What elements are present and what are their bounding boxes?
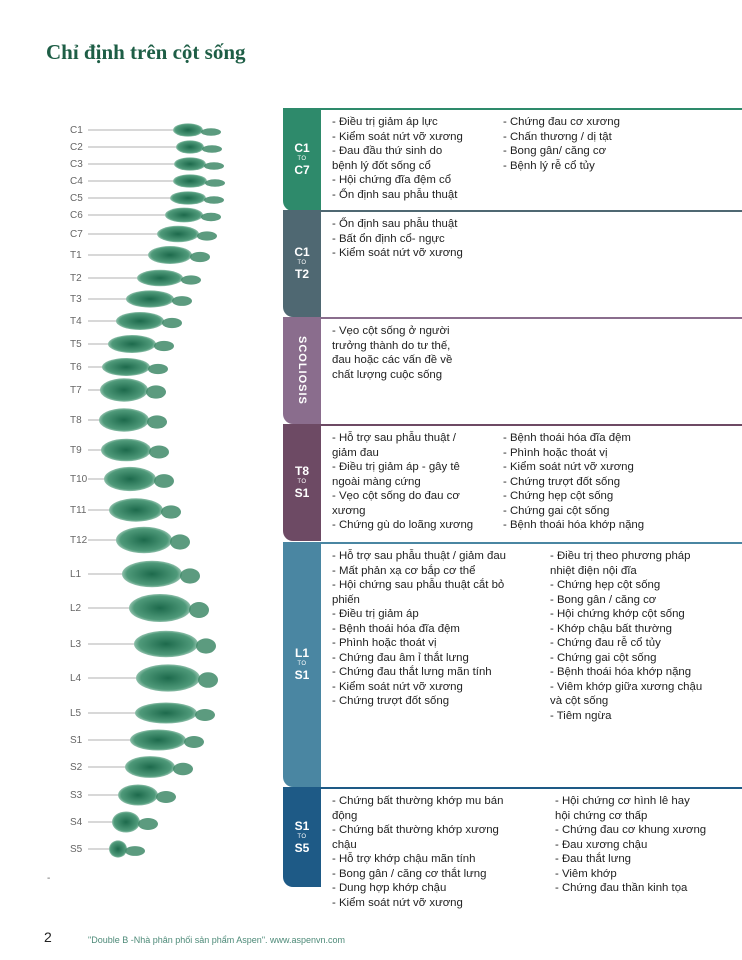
indication-item: nhiệt điện nội đĩa bbox=[550, 564, 637, 577]
indication-item: - Chứng trượt đốt sống bbox=[503, 475, 621, 488]
indication-item: - Chứng đau thần kinh tọa bbox=[555, 882, 688, 894]
vertebra-t12 bbox=[116, 527, 172, 554]
vertebra-label-c7: C7 bbox=[70, 229, 83, 240]
indication-item: phiến bbox=[332, 593, 360, 606]
spinous-process-t5 bbox=[154, 341, 174, 351]
vertebra-label-t10: T10 bbox=[70, 474, 88, 485]
vertebra-s5 bbox=[109, 840, 127, 857]
vertebra-label-l1: L1 bbox=[70, 569, 82, 580]
vertebra-t10 bbox=[104, 467, 156, 491]
section-scoliosis bbox=[283, 317, 742, 424]
indication-item: - Điều trị theo phương pháp bbox=[550, 550, 691, 562]
indication-item: - Chứng đau thắt lưng mãn tính bbox=[332, 666, 492, 678]
spinous-process-c6 bbox=[201, 213, 221, 221]
section-tab-s1-s5 bbox=[283, 787, 321, 887]
vertebra-label-t9: T9 bbox=[70, 445, 82, 456]
tab-range-start: C1 bbox=[294, 141, 310, 155]
indication-item: - Hội chứng khớp cột sống bbox=[550, 608, 685, 620]
spinous-process-l2 bbox=[189, 602, 209, 618]
tab-range-end: S1 bbox=[294, 486, 310, 500]
vertebra-l3 bbox=[134, 631, 198, 658]
vertebra-label-l4: L4 bbox=[70, 673, 82, 684]
vertebra-s4 bbox=[112, 811, 140, 832]
tab-range-start: L1 bbox=[294, 646, 309, 660]
spinous-process-t8 bbox=[147, 415, 167, 428]
section-divider bbox=[283, 210, 742, 212]
indication-item: - Ổn định sau phẫu thuật bbox=[332, 218, 458, 230]
vertebra-label-s2: S2 bbox=[70, 762, 83, 773]
section-tab-t8-s1 bbox=[283, 424, 321, 541]
vertebra-label-c1: C1 bbox=[70, 125, 83, 136]
spinous-process-s5 bbox=[125, 846, 145, 856]
spinous-process-s2 bbox=[173, 763, 193, 775]
spinous-process-t9 bbox=[149, 446, 169, 459]
section-divider bbox=[283, 108, 742, 110]
section-c1-t2 bbox=[283, 210, 742, 317]
vertebra-s2 bbox=[125, 756, 175, 778]
vertebra-c2 bbox=[176, 140, 204, 153]
indications-col-1 bbox=[332, 431, 473, 533]
indication-item: - Chứng đau cơ xương bbox=[503, 116, 620, 128]
tab-range-end: T2 bbox=[294, 267, 309, 281]
indication-item: và cột sống bbox=[550, 695, 609, 707]
page-title: Chỉ định trên cột sống bbox=[46, 40, 246, 64]
indication-item: - Chứng đau rễ cổ tủy bbox=[550, 637, 661, 649]
indication-item: - Đau thắt lưng bbox=[555, 853, 632, 865]
vertebra-label-s5: S5 bbox=[70, 844, 83, 855]
indication-item: ngoài màng cứng bbox=[332, 475, 421, 488]
indication-item: - Viêm khớp bbox=[555, 867, 617, 880]
vertebra-c6 bbox=[165, 208, 203, 223]
vertebra-label-l3: L3 bbox=[70, 639, 82, 650]
vertebra-label-c6: C6 bbox=[70, 210, 83, 221]
vertebra-label-c5: C5 bbox=[70, 193, 83, 204]
vertebra-t4 bbox=[116, 312, 164, 330]
vertebra-t9 bbox=[101, 439, 151, 462]
tab-range-end: C7 bbox=[294, 163, 310, 177]
indication-item: - Chứng hẹp cột sống bbox=[550, 579, 661, 591]
indication-item: - Chứng gai cột sống bbox=[550, 651, 657, 664]
indication-item: - Kiểm soát nứt vỡ xương bbox=[332, 130, 463, 143]
indication-item: - Vẹo cột sống ở người bbox=[332, 325, 450, 337]
vertebra-l5 bbox=[135, 702, 197, 723]
indication-item: - Bệnh thoái hóa đĩa đệm bbox=[503, 432, 631, 444]
indication-item: hội chứng cơ thấp bbox=[555, 809, 648, 822]
vertebra-t7 bbox=[100, 378, 148, 401]
vertebra-c3 bbox=[174, 157, 206, 170]
spinous-process-c4 bbox=[205, 179, 225, 187]
spinous-process-c5 bbox=[204, 196, 224, 204]
tab-range-to: TO bbox=[297, 156, 307, 162]
indication-item: - Chứng đau âm ỉ thắt lưng bbox=[332, 651, 469, 664]
section-c1-c7 bbox=[283, 108, 742, 211]
vertebra-t3 bbox=[126, 290, 174, 307]
section-divider bbox=[283, 542, 742, 544]
indications-col-1 bbox=[332, 794, 503, 910]
spinous-process-l3 bbox=[196, 638, 216, 653]
spinous-process-l1 bbox=[180, 568, 200, 583]
spinous-process-t2 bbox=[181, 275, 201, 284]
indication-item: - Mất phản xạ cơ bắp cơ thể bbox=[332, 564, 476, 577]
spinous-process-t3 bbox=[172, 296, 192, 306]
indication-item: - Chứng bất thường khớp xương bbox=[332, 824, 499, 836]
indication-item: - Khớp chậu bất thường bbox=[550, 622, 672, 635]
indication-item: - Hỗ trợ sau phẫu thuật / bbox=[332, 432, 456, 444]
indication-item: - Tiêm ngừa bbox=[550, 709, 612, 722]
vertebra-label-l2: L2 bbox=[70, 603, 82, 614]
indication-item: - Bất ổn định cổ- ngực bbox=[332, 232, 445, 245]
indication-item: - Bong gân / căng cơ bbox=[550, 593, 657, 606]
tab-range-to: TO bbox=[297, 833, 307, 840]
spinous-process-t12 bbox=[170, 534, 190, 549]
indication-item: - Bệnh thoái hóa khớp nặng bbox=[550, 666, 692, 678]
spinous-process-c7 bbox=[197, 231, 217, 240]
indication-item: chậu bbox=[332, 838, 357, 851]
indication-item: - Dung hợp khớp chậu bbox=[332, 882, 447, 894]
vertebra-l2 bbox=[129, 594, 191, 622]
spinous-process-s4 bbox=[138, 818, 158, 830]
indication-item: - Chứng bất thường khớp mu bán bbox=[332, 795, 504, 807]
spine-illustration bbox=[0, 100, 230, 880]
section-divider bbox=[283, 317, 742, 319]
spinous-process-t7 bbox=[146, 385, 166, 398]
indication-item: - Phình hoặc thoát vị bbox=[503, 446, 608, 459]
spinous-process-c2 bbox=[202, 145, 222, 153]
vertebra-t5 bbox=[108, 335, 156, 353]
vertebra-c7 bbox=[157, 226, 199, 242]
vertebra-t1 bbox=[148, 246, 192, 264]
indication-item: - Hội chứng đĩa đệm cổ bbox=[332, 174, 452, 186]
vertebra-t2 bbox=[137, 270, 183, 286]
vertebra-s3 bbox=[118, 784, 158, 805]
tab-label: SCOLIOSIS bbox=[296, 336, 308, 405]
indication-item: xương bbox=[332, 504, 366, 517]
tab-range-start: T8 bbox=[294, 464, 309, 478]
section-s1-s5 bbox=[283, 787, 742, 909]
spinous-process-t10 bbox=[154, 474, 174, 488]
indication-item: - Hội chứng cơ hình lê hay bbox=[555, 795, 690, 807]
indication-item: - Hỗ trợ sau phẫu thuật / giảm đau bbox=[332, 550, 506, 562]
indication-item: - Điều trị giảm áp lực bbox=[332, 116, 438, 128]
indications-col-1 bbox=[332, 324, 452, 382]
section-tab-c1-c7 bbox=[283, 108, 321, 211]
section-divider bbox=[283, 787, 742, 789]
indications-col-2 bbox=[550, 549, 702, 723]
vertebra-label-t6: T6 bbox=[70, 362, 82, 373]
indication-item: - Đau đầu thứ sinh do bbox=[332, 145, 443, 157]
indication-item: - Chứng đau cơ khung xương bbox=[555, 824, 707, 836]
spinous-process-c1 bbox=[201, 128, 221, 136]
vertebra-label-t2: T2 bbox=[70, 273, 82, 284]
indication-item: đau hoặc các vấn đề về bbox=[332, 354, 453, 366]
indications-col-2 bbox=[503, 115, 620, 173]
indication-item: - Bệnh thoái hóa khớp nặng bbox=[503, 519, 645, 531]
vertebra-c5 bbox=[170, 191, 206, 204]
spinous-process-c3 bbox=[204, 162, 224, 170]
vertebra-label-s1: S1 bbox=[70, 735, 83, 746]
section-tab-l1-s1 bbox=[283, 542, 321, 787]
indication-item: - Chứng trượt đốt sống bbox=[332, 695, 450, 707]
tab-range-to: TO bbox=[297, 479, 307, 485]
vertebra-s1 bbox=[130, 729, 186, 750]
vertebra-label-c2: C2 bbox=[70, 142, 83, 153]
vertebra-l1 bbox=[122, 561, 182, 588]
vertebra-label-c4: C4 bbox=[70, 176, 83, 187]
vertebra-t8 bbox=[99, 408, 149, 431]
tab-range-start: S1 bbox=[294, 818, 310, 833]
vertebra-label-t1: T1 bbox=[70, 250, 82, 261]
indication-item: - Điều trị giảm áp bbox=[332, 608, 419, 620]
indication-item: trưởng thành do tư thế, bbox=[332, 339, 451, 352]
vertebra-c4 bbox=[173, 174, 207, 187]
tab-range-end: S1 bbox=[294, 668, 310, 682]
footer-text: "Double B -Nhà phân phối sản phẩm Aspen". www.aspenvn.com bbox=[88, 935, 346, 945]
section-tab-c1-t2 bbox=[283, 210, 321, 317]
vertebra-label-t12: T12 bbox=[70, 535, 88, 546]
section-tab-scoliosis bbox=[283, 317, 321, 424]
indications-col-1 bbox=[332, 549, 506, 709]
vertebra-label-t3: T3 bbox=[70, 294, 82, 305]
indication-item: - Bong gân / căng cơ thắt lưng bbox=[332, 867, 487, 880]
indication-item: - Bong gân/ căng cơ bbox=[503, 145, 607, 157]
indication-item: - Hội chứng sau phẫu thuật cắt bỏ bbox=[332, 579, 505, 591]
vertebra-label-l5: L5 bbox=[70, 708, 82, 719]
indication-item: bệnh lý đốt sống cổ bbox=[332, 159, 431, 172]
indication-item: - Vẹo cột sống do đau cơ bbox=[332, 490, 460, 502]
indication-item: - Đau xương chậu bbox=[555, 838, 648, 851]
spinous-process-t6 bbox=[148, 364, 168, 374]
spinous-process-t1 bbox=[190, 252, 210, 262]
indication-item: - Chứng gai cột sống bbox=[503, 504, 610, 517]
vertebra-label-t7: T7 bbox=[70, 385, 82, 396]
indication-item: - Kiểm soát nứt vỡ xương bbox=[332, 896, 463, 909]
spinous-process-s1 bbox=[184, 736, 204, 748]
vertebra-label-t5: T5 bbox=[70, 339, 82, 350]
vertebra-label-c3: C3 bbox=[70, 159, 83, 170]
indication-item: - Bệnh lý rễ cổ tủy bbox=[503, 159, 595, 172]
vertebra-l4 bbox=[136, 664, 200, 691]
indication-item: - Phình hoặc thoát vị bbox=[332, 637, 437, 649]
spinous-process-l4 bbox=[198, 672, 218, 688]
indications-col-1 bbox=[332, 115, 463, 202]
tab-range-to: TO bbox=[297, 260, 307, 266]
vertebra-label-t4: T4 bbox=[70, 316, 82, 327]
section-divider bbox=[283, 424, 742, 426]
vertebra-label-t8: T8 bbox=[70, 415, 82, 426]
tab-range-to: TO bbox=[297, 661, 307, 667]
tab-range-start: C1 bbox=[294, 245, 310, 259]
indications-col-1 bbox=[332, 217, 463, 261]
indication-item: - Kiểm soát nứt vỡ xương bbox=[332, 247, 463, 259]
indication-item: - Hỗ trợ khớp chậu mãn tính bbox=[332, 853, 476, 865]
spinous-process-s3 bbox=[156, 791, 176, 803]
indication-item: - Ổn định sau phẫu thuật bbox=[332, 188, 458, 201]
indications-col-2 bbox=[555, 794, 706, 896]
section-l1-s1 bbox=[283, 542, 742, 787]
indication-item: - Điều trị giảm áp - gây tê bbox=[332, 461, 460, 473]
dash-mark: - bbox=[47, 873, 51, 884]
indication-item: - Viêm khớp giữa xương chậu bbox=[550, 680, 703, 693]
section-t8-s1 bbox=[283, 424, 742, 541]
vertebra-t6 bbox=[102, 358, 150, 376]
indication-item: chất lượng cuộc sống bbox=[332, 368, 443, 381]
tab-range-end: S5 bbox=[294, 840, 310, 855]
vertebra-label-s3: S3 bbox=[70, 790, 83, 801]
indication-item: - Chứng hẹp cột sống bbox=[503, 490, 614, 502]
indication-item: - Bệnh thoái hóa đĩa đệm bbox=[332, 622, 460, 635]
spinous-process-t4 bbox=[162, 318, 182, 328]
vertebra-t11 bbox=[109, 498, 163, 521]
vertebra-label-s4: S4 bbox=[70, 817, 83, 828]
indication-item: - Kiểm soát nứt vỡ xương bbox=[503, 461, 634, 473]
indication-item: giảm đau bbox=[332, 446, 379, 459]
indications-col-2 bbox=[503, 431, 644, 533]
indication-item: - Chứng gù do loãng xương bbox=[332, 519, 474, 531]
indication-item: - Chấn thương / dị tật bbox=[503, 130, 612, 143]
vertebra-label-t11: T11 bbox=[70, 505, 87, 516]
page-number: 2 bbox=[44, 929, 52, 945]
indication-item: động bbox=[332, 809, 358, 822]
indication-item: - Kiểm soát nứt vỡ xương bbox=[332, 680, 463, 693]
spinous-process-t11 bbox=[161, 505, 181, 518]
vertebra-c1 bbox=[173, 123, 203, 136]
spinous-process-l5 bbox=[195, 709, 215, 721]
